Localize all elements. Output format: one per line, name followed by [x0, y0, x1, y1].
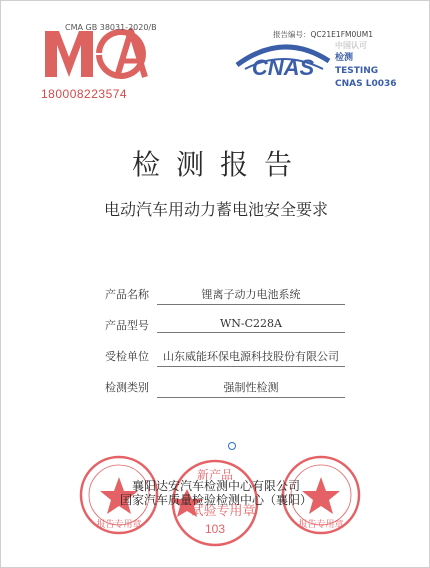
left-seal-label: 报告专用章 [96, 520, 142, 530]
cnas-mark [231, 27, 421, 87]
cma-certificate-code: 180008223574 [41, 87, 128, 101]
field-test-category [105, 377, 345, 408]
report-subtitle: 电动汽车用动力蓄电池安全要求 [103, 200, 328, 219]
cnas-wordmark: CNAS [251, 55, 315, 80]
cnas-accreditation-text [335, 39, 397, 91]
cnas-line: TESTING [335, 66, 379, 76]
center-seal-label: 试验专用章 [190, 504, 256, 519]
field-product-name [105, 284, 345, 315]
field-value: 山东威能环保电源科技股份有限公司 [157, 348, 345, 367]
issuer-name: 襄阳达安汽车检测中心有限公司 [131, 479, 300, 493]
field-value: WN-C228A [157, 317, 345, 333]
report-fields [105, 284, 345, 408]
cma-meta-text: CMA GB 38031-2020/B [65, 23, 157, 32]
cma-logo-icon [35, 23, 155, 87]
field-label: 产品名称 [105, 288, 149, 301]
cnas-line: 中国认可 [335, 41, 367, 50]
field-label: 检测类别 [105, 381, 149, 394]
cnas-logo-icon [231, 35, 335, 81]
field-value: 锂离子动力电池系统 [157, 286, 345, 305]
cma-mark [35, 23, 155, 101]
field-product-model [105, 315, 345, 346]
right-seal-label: 报告专用章 [298, 520, 344, 530]
cnas-line: CNAS L0036 [335, 79, 397, 89]
center-seal-number: 103 [204, 522, 226, 536]
field-label: 受检单位 [105, 350, 149, 363]
report-title: 检测报告 [131, 148, 308, 181]
field-inspected-unit [105, 346, 345, 377]
field-value: 强制性检测 [157, 379, 345, 398]
issuer-name-secondary: 国家汽车质量检验检测中心（襄阳） [119, 493, 312, 507]
report-number: 报告编号：QC21E1FM0UM1 [273, 30, 373, 39]
field-label: 产品型号 [105, 319, 149, 332]
cnas-line: 检测 [335, 53, 354, 63]
center-seal-top: 新产品 [196, 468, 234, 482]
